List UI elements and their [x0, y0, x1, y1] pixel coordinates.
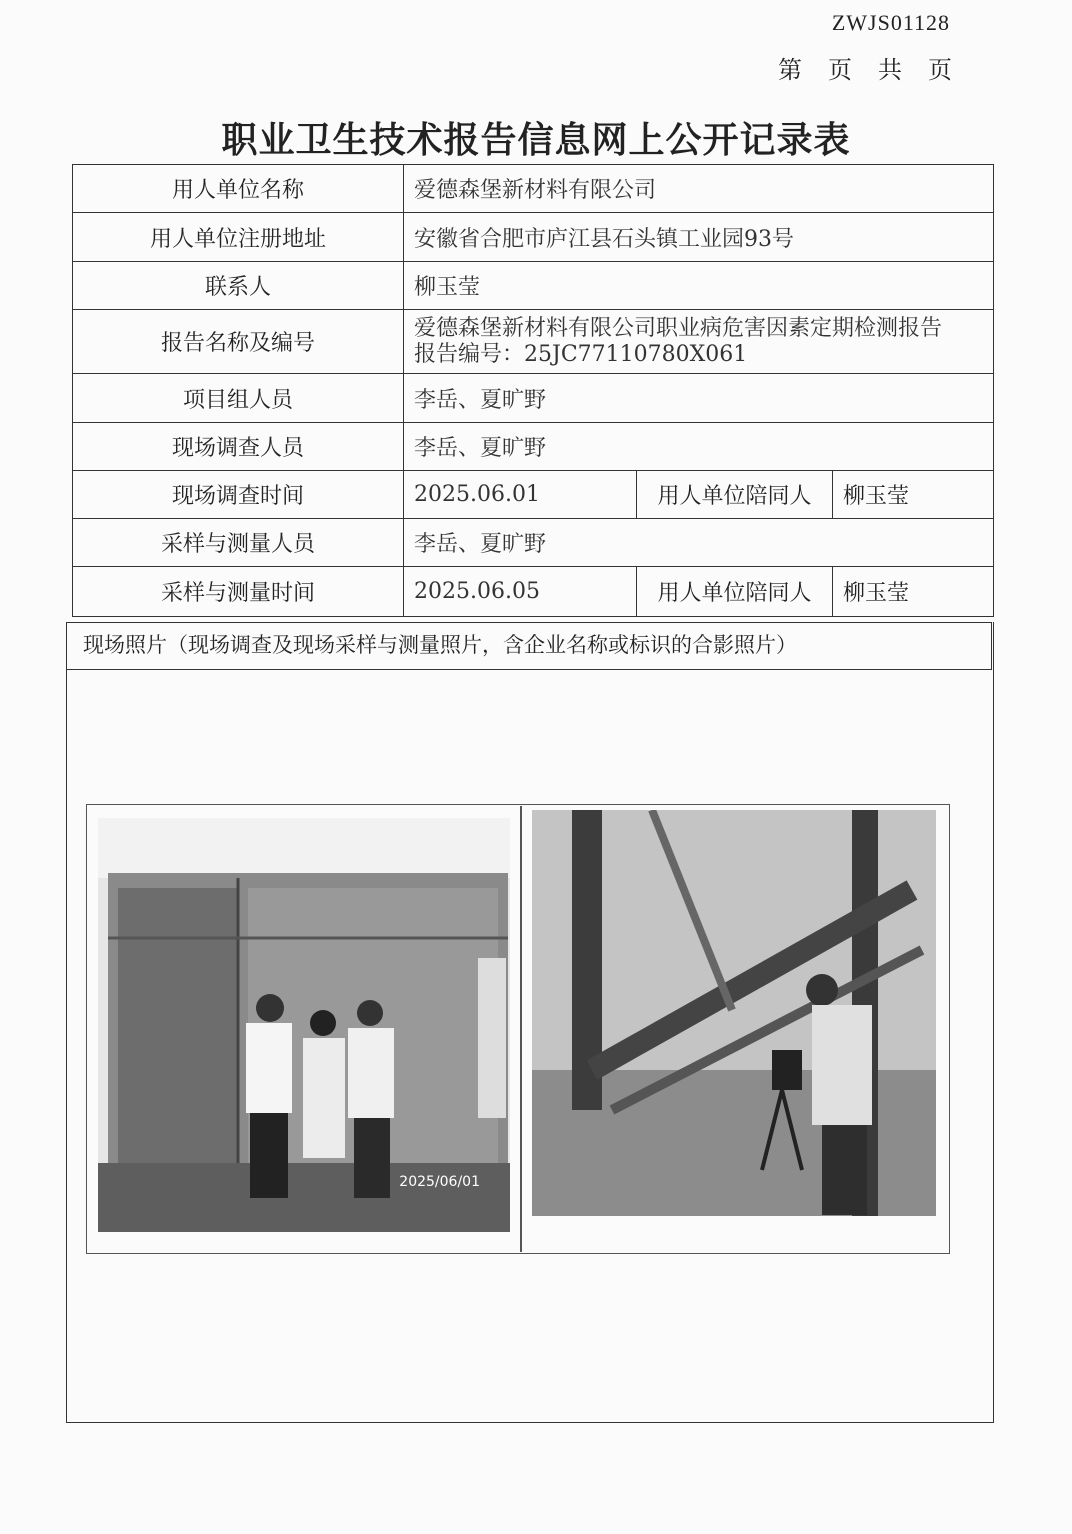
sampling-photo-image: [532, 810, 936, 1216]
group-photo: [98, 818, 510, 1232]
report-label: 报告名称及编号: [73, 310, 404, 374]
page-info: [752, 50, 952, 85]
sampling-time-value: 2025.06.05: [404, 567, 637, 617]
photo-divider: [520, 806, 522, 1252]
table-row: [73, 374, 994, 423]
group-photo-image: [98, 818, 510, 1232]
photo-timestamp: 2025/06/01: [399, 1174, 480, 1190]
table-row: [73, 471, 994, 519]
report-value: [404, 310, 994, 374]
survey-companion-label: 用人单位陪同人: [637, 471, 833, 519]
address-label: 用人单位注册地址: [73, 213, 404, 262]
survey-companion-value: 柳玉莹: [833, 471, 994, 519]
sampling-companion-label: 用人单位陪同人: [637, 567, 833, 617]
table-row: [73, 567, 994, 617]
sampling-staff-label: 采样与测量人员: [73, 519, 404, 567]
sampling-companion-value: 柳玉莹: [833, 567, 994, 617]
table-row: [73, 519, 994, 567]
table-row: [73, 310, 994, 374]
address-value: 安徽省合肥市庐江县石头镇工业园93号: [404, 213, 994, 262]
page-title: 职业卫生技术报告信息网上公开记录表: [221, 120, 851, 161]
team-label: 项目组人员: [73, 374, 404, 423]
contact-label: 联系人: [73, 262, 404, 310]
report-number: 报告编号：25JC77110780X061: [414, 341, 748, 367]
survey-time-value: 2025.06.01: [404, 471, 637, 519]
employer-name-value: 爱德森堡新材料有限公司: [404, 165, 994, 213]
page-info-2: 页: [828, 56, 852, 84]
survey-staff-value: 李岳、夏旷野: [404, 423, 994, 471]
document-code: ZWJS01128: [831, 10, 950, 35]
sampling-staff-value: 李岳、夏旷野: [404, 519, 994, 567]
report-name: 爱德森堡新材料有限公司职业病危害因素定期检测报告: [414, 315, 943, 341]
table-row: [73, 262, 994, 310]
page-info-3: 共: [878, 56, 902, 84]
photo-caption: 现场照片（现场调查及现场采样与测量照片，含企业名称或标识的合影照片）: [66, 622, 992, 670]
contact-value: 柳玉莹: [404, 262, 994, 310]
team-value: 李岳、夏旷野: [404, 374, 994, 423]
survey-time-label: 现场调查时间: [73, 471, 404, 519]
table-row: [73, 423, 994, 471]
table-row: [73, 165, 994, 213]
info-table: [72, 164, 994, 617]
table-row: [73, 213, 994, 262]
sampling-photo: [532, 810, 936, 1216]
page-info-4: 页: [928, 56, 952, 84]
sampling-time-label: 采样与测量时间: [73, 567, 404, 617]
employer-name-label: 用人单位名称: [73, 165, 404, 213]
page-info-1: 第: [778, 56, 802, 84]
survey-staff-label: 现场调查人员: [73, 423, 404, 471]
